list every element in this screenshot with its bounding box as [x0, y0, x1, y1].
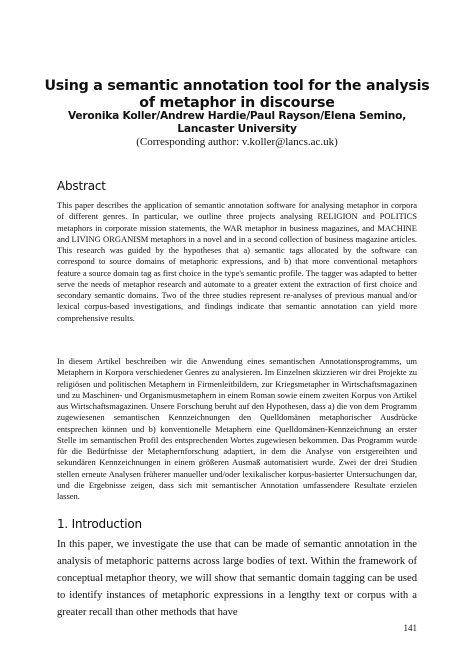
corresponding-author: (Corresponding author: v.koller@lancs.ac.uk)	[136, 136, 338, 148]
introduction-heading: 1. Introduction	[57, 517, 142, 531]
paper-title: Using a semantic annotation tool for the analysis of metaphor in discourse	[44, 78, 430, 111]
abstract-german: In diesem Artikel beschreiben wir die Anwendung eines semantischen Annotationsprogramms, um Metaphern in Korpora verschiedener Genres zu analysieren. Im Einzelnen skizzieren wir drei Projekte zu religiösen und politischen Metaphern in Firmenleitbildern, zur Kriegsmetapher in Wirtschaftsmagazinen und zu Maschinen- und Organismusmetaphern in einem Roman sowie einem zweiten Korpus von Artikel aus Wirtschaftsmagazinen. Unsere Forschung beruht auf den Hypothesen, dass a) die von dem Programm zugewiesenen semantischen Kennzeichnungen den Quelldomänen metaphorischer Ausdrücke entsprechen können und b) konventionelle Metaphern eine Quelldomänen-Kennzeichnung an erster Stelle im semantischen Profil des entsprechenden Wortes zugewiesen bekommen. Das Programm wurde für die Bedürfnisse der Metaphernforschung adaptiert, in dem die Analyse von erstgereihten und sekundären Kennzeichnungen in einem größeren Ausmaß automatisiert wurde. Zwei der drei Studien stellen erneute Analysen früherer manueller und/oder lexikalischer korpus-basierter Untersuchungen dar, und die Ergebnisse zeigen, dass sich mit semantischer Annotation umfassendere Resultate erzielen lassen.	[57, 356, 417, 501]
introduction-paragraph: In this paper, we investigate the use that can be made of semantic annotation in the analysis of metaphoric patterns across large bodies of text. Within the framework of conceptual metaphor theory, we will show that semantic domain tagging can be used to identify instances of metaphoric expressions in a lengthy text or corpus with a greater recall than other methods that have	[57, 539, 417, 618]
abstract-english: This paper describes the application of semantic annotation software for analysing metaphor in corpora of different genres. In particular, we outline three projects analysing RELIGION and POLITICS metaphors in corporate mission statements, the WAR metaphor in business magazines, and MACHINE and LIVING ORGANISM metaphors in a novel and in a second collection of business magazine articles. This research was guided by the hypotheses that a) semantic tags allocated by the software can correspond to source domains of metaphoric expressions, and b) that more conventional metaphors feature a source domain tag as first choice in the type's semantic profile. The tagger was adapted to better serve the needs of metaphor research and automate to a greater extent the extraction of first choice and secondary semantic domains. Two of the three studies represent re-analyses of previous manual and/or lexical corpus-based investigations, and findings indicate that semantic annotation can yield more comprehensive results.	[57, 200, 417, 323]
author-list: Veronika Koller/Andrew Hardie/Paul Rayson/Elena Semino, Lancaster University	[67, 110, 407, 135]
abstract-heading: Abstract	[57, 179, 106, 193]
page-number: 141	[403, 623, 417, 633]
